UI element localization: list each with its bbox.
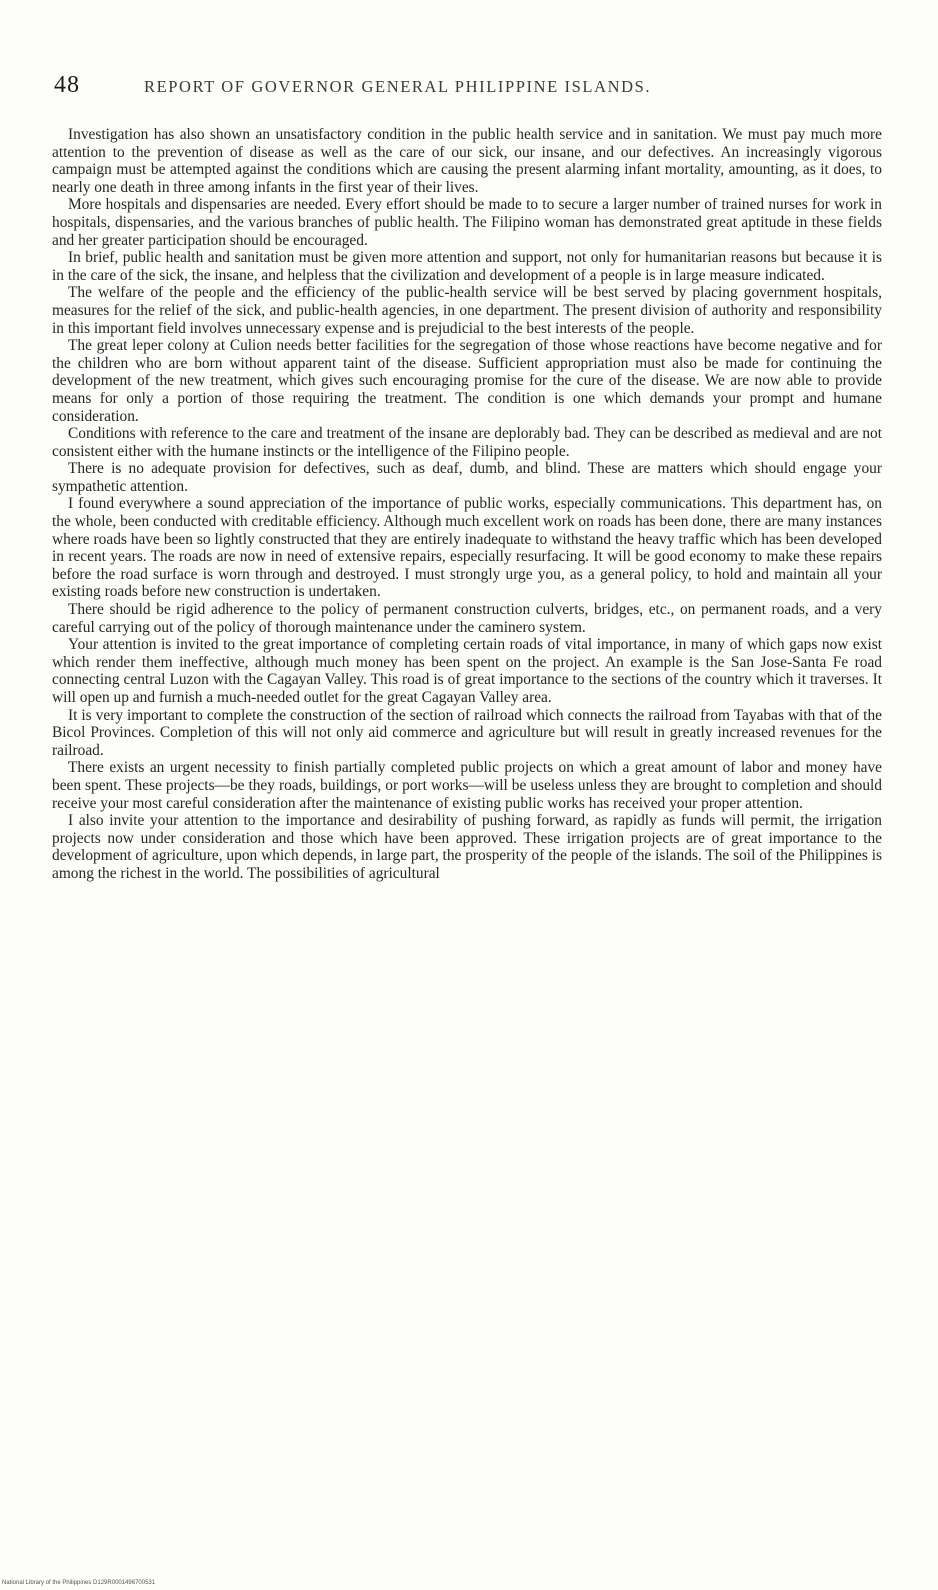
paragraph-public-projects: There exists an urgent necessity to finish partially completed public projects on which a great amount of labor and money have been spent. These projects—be they roads, buildings, or port works—will be useless unless they are brought to completion and should receive your most careful consideration after the maintenance of existing public works has received your proper attention. <box>52 759 882 812</box>
paragraph-public-health: Investigation has also shown an unsatisfactory condition in the public health service and in sanitation. We must pay much more attention to the prevention of disease as well as the care of our sick, our insane, and our defectives. An increasingly vigorous campaign must be attempted against the conditions which are causing the present alarming infant mortality, amounting, as it does, to nearly one death in three among infants in the first year of their lives. <box>52 126 882 196</box>
paragraph-roads: Your attention is invited to the great importance of completing certain roads of vital importance, in many of which gaps now exist which render them ineffective, although much money has been spent on the project. An example is the San Jose-Santa Fe road connecting central Luzon with the Cagayan Valley. This road is of great importance to the sections of the country which it traverses. It will open up and furnish a much-needed outlet for the great Cagayan Valley area. <box>52 636 882 706</box>
paragraph-railroad: It is very important to complete the construction of the section of railroad which connects the railroad from Tayabas with that of the Bicol Provinces. Completion of this will not only aid commerce and agriculture but will result in greatly increased revenues for the railroad. <box>52 706 882 759</box>
paragraph-welfare: The welfare of the people and the efficiency of the public-health service will be best served by placing government hospitals, measures for the relief of the sick, and public-health agencies, in one department. The present division of authority and responsibility in this important field involves unnecessary expense and is prejudicial to the best interests of the people. <box>52 284 882 337</box>
running-title: REPORT OF GOVERNOR GENERAL PHILIPPINE ISLANDS. <box>144 77 652 96</box>
paragraph-permanent-construction: There should be rigid adherence to the policy of permanent construction culverts, bridges, etc., on permanent roads, and a very careful carrying out of the policy of thorough maintenance under the caminero system. <box>52 601 882 636</box>
page-header <box>54 72 814 100</box>
page-number: 48 <box>54 72 80 98</box>
paragraph-irrigation: I also invite your attention to the importance and desirability of pushing forward, as rapidly as funds will permit, the irrigation projects now under consideration and those which have been approved. These irrigation projects are of great importance to the development of agriculture, upon which depends, in large part, the prosperity of the people of the islands. The soil of the Philippines is among the richest in the world. The possibilities of agricultural <box>52 812 882 882</box>
paragraph-leper-colony: The great leper colony at Culion needs better facilities for the segregation of those whose reactions have become negative and for the children who are born without apparent taint of the disease. Sufficient appropriation must also be made for continuing the development of the new treatment, which gives such encouraging promise for the cure of the disease. We are now able to provide means for only a portion of those requiring the treatment. The condition is one which demands your prompt and humane consideration. <box>52 337 882 425</box>
paragraph-defectives: There is no adequate provision for defectives, such as deaf, dumb, and blind. These are matters which should engage your sympathetic attention. <box>52 460 882 495</box>
footer-credit: National Library of the Philippines D129R0001496700531 <box>2 1580 156 1586</box>
paragraph-sanitation: In brief, public health and sanitation must be given more attention and support, not only for humanitarian reasons but because it is in the care of the sick, the insane, and helpless that the civilization and development of a people is in large measure indicated. <box>52 249 882 284</box>
paragraph-insane: Conditions with reference to the care and treatment of the insane are deplorably bad. They can be described as medieval and are not consistent either with the humane instincts or the intelligence of the Filipino people. <box>52 425 882 460</box>
paragraph-hospitals: More hospitals and dispensaries are needed. Every effort should be made to to secure a larger number of trained nurses for work in hospitals, dispensaries, and the various branches of public health. The Filipino woman has demonstrated great aptitude in these fields and her greater participation should be encouraged. <box>52 196 882 249</box>
paragraph-public-works: I found everywhere a sound appreciation of the importance of public works, especially communications. This department has, on the whole, been conducted with creditable efficiency. Although much excellent work on roads has been done, there are many instances where roads have been so lightly constructed that they are entirely inadequate to withstand the heavy traffic which has been developed in recent years. The roads are now in need of extensive repairs, especially resurfacing. It will be good economy to make these repairs before the road surface is worn through and destroyed. I must strongly urge you, as a general policy, to hold and maintain all your existing roads before new construction is undertaken. <box>52 495 882 601</box>
body-text <box>52 126 882 883</box>
